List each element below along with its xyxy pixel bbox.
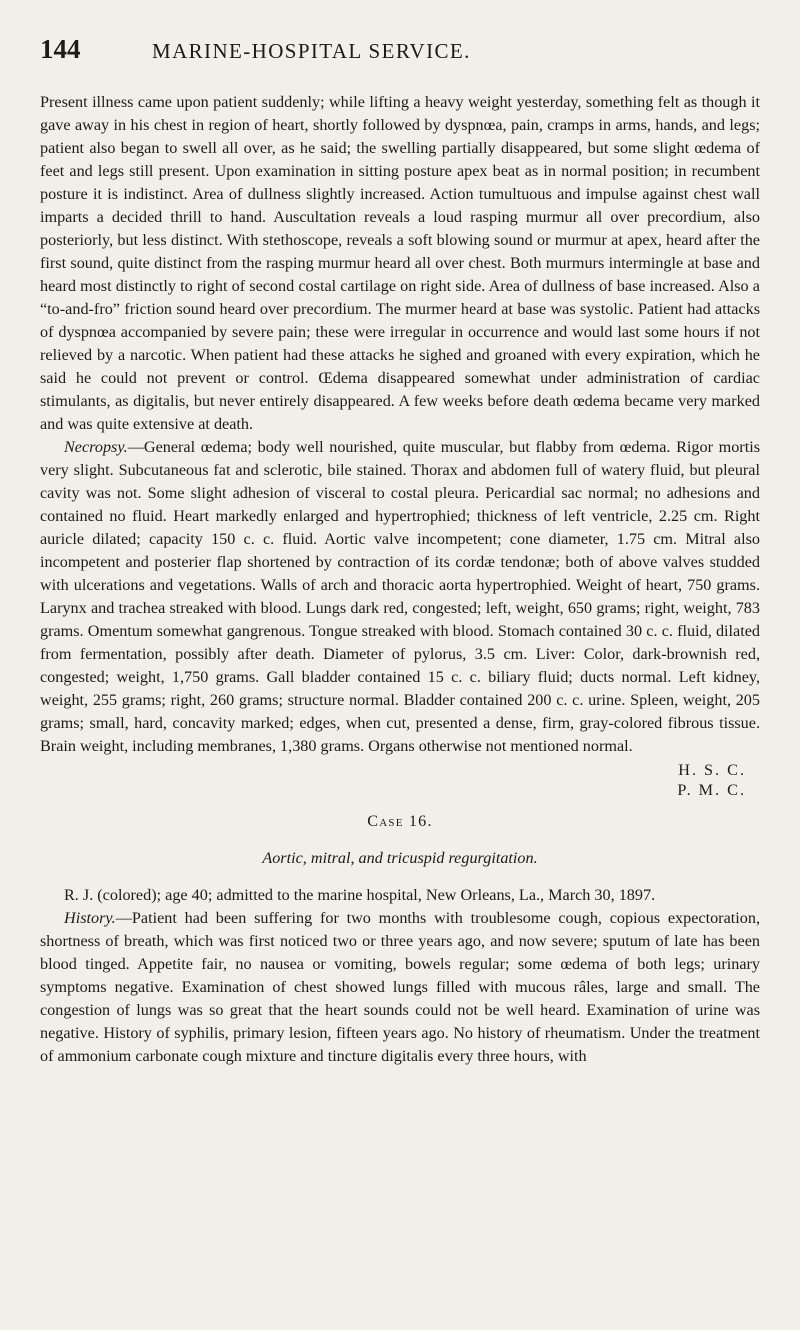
- page-number: 144: [40, 34, 81, 64]
- history-label: History.: [64, 909, 116, 927]
- admission-paragraph: R. J. (colored); age 40; admitted to the marine hospital, New Orleans, La., March 30, 1897.: [64, 886, 656, 904]
- history-paragraph: [40, 907, 760, 1068]
- case-subtitle: Aortic, mitral, and tricuspid regurgitation.: [262, 849, 538, 867]
- signature-line: P. M. C.: [677, 781, 746, 799]
- present-illness-paragraph: Present illness came upon patient suddenly; while lifting a heavy weight yesterday, something felt as though it gave away in his chest in region of heart, shortly followed by dyspnœa, pain, cramps in arms, hands, and legs; patient also began to swell all over, as he said; the swelling partially disappeared, but some slight œdema of feet and legs still present. Upon examination in sitting posture apex beat as in normal position; in recumbent posture it is indistinct. Area of dullness slightly increased. Action tumultuous and impulse against chest wall imparts a decided thrill to hand. Auscultation reveals a loud rasping murmur all over precordium, also posteriorly, but less distinct. With stethoscope, reveals a soft blowing sound or murmur at apex, heard after the first sound, quite distinct from the rasping murmur heard all over chest. Both murmurs intermingle at base and heard most distinctly to right of second costal cartilage on right side. Area of dullness of base increased. Also a “to-and-fro” friction sound heard over precordium. The murmer heard at base was systolic. Patient had attacks of dyspnœa accompanied by severe pain; these were irregular in occurrence and would last some hours if not relieved by a narcotic. When patient had these attacks he sighed and groaned with every expiration, which he said he could not prevent or control. Œdema disappeared somewhat under administration of cardiac stimulants, as digitalis, but never entirely disappeared. A few weeks before death œdema became very marked and was quite extensive at death.: [40, 93, 760, 433]
- necropsy-paragraph: [40, 436, 760, 758]
- history-text: —Patient had been suffering for two months with troublesome cough, copious expectoration, shortness of breath, which was first noticed two or three years ago, and now severe; sputum of late has been blood tinged. Appetite fair, no nausea or vomiting, bowels regular; some œdema of both legs; urinary symptoms negative. Examination of chest showed lungs filled with mucous râles, large and small. The congestion of lungs was so great that the heart sounds could not be well heard. Examination of urine was negative. History of syphilis, primary lesion, fifteen years ago. No history of rheumatism. Under the treatment of ammonium carbonate cough mixture and tincture digitalis every three hours, with: [40, 909, 760, 1065]
- case-heading: Case 16.: [367, 812, 433, 830]
- necropsy-label: Necropsy.: [64, 438, 128, 456]
- running-head: [40, 34, 760, 65]
- running-title: MARINE-HOSPITAL SERVICE.: [152, 39, 471, 63]
- signature-block: [40, 760, 760, 800]
- signature-line: H. S. C.: [678, 761, 746, 779]
- document-body: [40, 91, 760, 1068]
- necropsy-text: —General œdema; body well nourished, quite muscular, but flabby from œdema. Rigor mortis very slight. Subcutaneous fat and sclerotic, bile stained. Thorax and abdomen full of watery fluid, but pleural cavity was not. Some slight adhesion of visceral to costal pleura. Pericardial sac normal; no adhesions and contained no fluid. Heart markedly enlarged and hypertrophied; thickness of left ventricle, 2.25 cm. Right auricle dilated; capacity 150 c. c. fluid. Aortic valve incompetent; cone diameter, 1.75 cm. Mitral also incompetent and posterier flap shortened by contraction of its cordæ tendonæ; both of above valves studded with ulcerations and vegetations. Walls of arch and thoracic aorta hypertrophied. Weight of heart, 750 grams. Larynx and trachea streaked with blood. Lungs dark red, congested; left, weight, 650 grams; right, weight, 783 grams. Omentum somewhat gangrenous. Tongue streaked with blood. Stomach contained 30 c. c. fluid, dilated from fermentation, possibly after death. Diameter of pylorus, 3.5 cm. Liver: Color, dark-brownish red, congested; weight, 1,750 grams. Gall bladder contained 15 c. c. biliary fluid; ducts normal. Left kidney, weight, 255 grams; right, 260 grams; structure normal. Bladder contained 200 c. c. urine. Spleen, weight, 205 grams; small, hard, concavity marked; edges, when cut, presented a dense, firm, gray-colored fibrous tissue. Brain weight, including membranes, 1,380 grams. Organs otherwise not mentioned normal.: [40, 438, 760, 755]
